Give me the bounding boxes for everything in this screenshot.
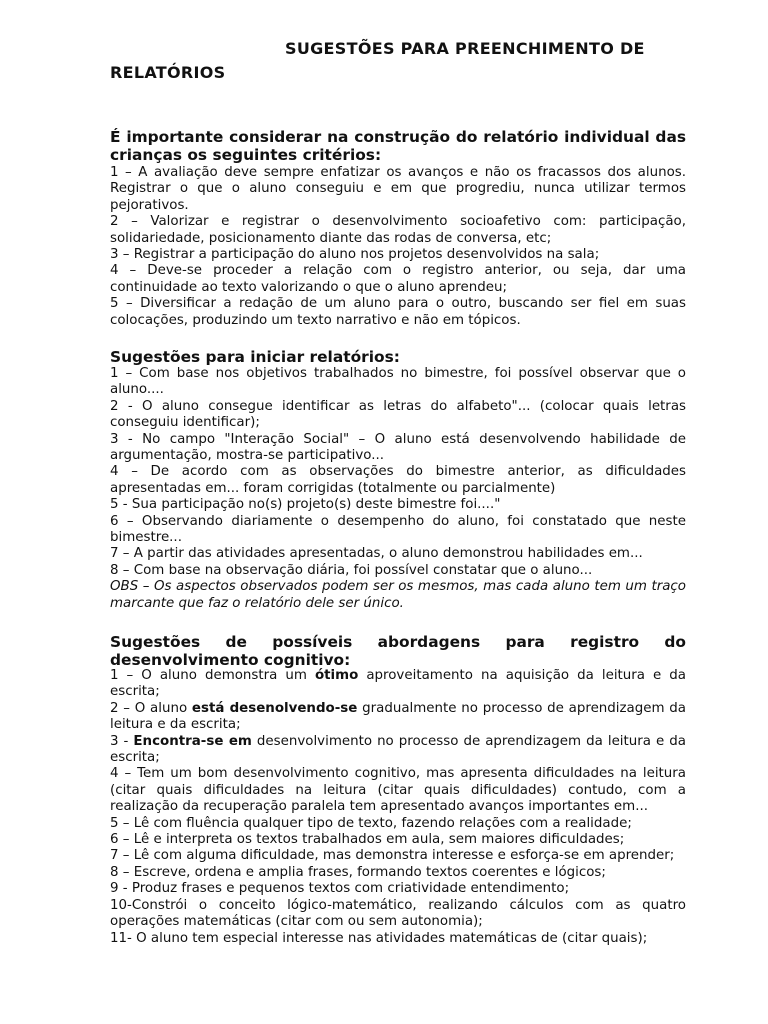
list-item: 1 – A avaliação deve sempre enfatizar os avanços e não os fracassos dos alunos. Registrar o que o aluno conseguiu e em que progrediu, nunca utilizar termos pejorativos. (110, 165, 686, 213)
list-item (110, 701, 686, 734)
title-line-1: SUGESTÕES PARA PREENCHIMENTO DE (285, 39, 645, 58)
item-text: gradualmente no processo de aprendizagem da leitura e da escrita; (110, 700, 687, 733)
section1-heading: É importante considerar na construção do relatório individual das crianças os seguintes critérios: (110, 128, 686, 164)
section2-heading: Sugestões para iniciar relatórios: (110, 348, 400, 366)
list-item: 7 – Lê com alguma dificuldade, mas demonstra interesse e esforça-se em aprender; (110, 848, 675, 864)
item-emphasis: Encontra-se em (133, 733, 252, 749)
list-item: 4 – Deve-se proceder a relação com o registro anterior, ou seja, dar uma continuidade ao texto valorizando o que o aluno aprendeu; (110, 263, 686, 295)
list-item: 7 – A partir das atividades apresentadas, o aluno demonstrou habilidades em... (110, 546, 643, 562)
item-text: desenvolvimento no processo de aprendizagem da leitura e da escrita; (110, 733, 686, 766)
list-item: 11- O aluno tem especial interesse nas atividades matemáticas de (citar quais); (110, 930, 648, 946)
list-item: 2 – Valorizar e registrar o desenvolvimento socioafetivo com: participação, solidariedade, posicionamento diante das rodas de conversa, etc; (110, 214, 686, 246)
section2-list (110, 366, 686, 612)
item-text: aproveitamento na aquisição da leitura e da escrita; (110, 668, 686, 700)
list-item: 6 – Observando diariamente o desempenho do aluno, foi constatado que neste bimestre... (110, 513, 686, 546)
section3-list (110, 668, 686, 947)
item-text: 1 – O aluno demonstra um (110, 668, 315, 683)
list-item: 3 - No campo "Interação Social" – O aluno está desenvolvendo habilidade de argumentação, mostra-se participativo... (110, 431, 686, 464)
title-line-2: RELATÓRIOS (110, 63, 226, 82)
list-item: 2 - O aluno consegue identificar as letras do alfabeto"... (colocar quais letras conseguiu identificar); (110, 398, 686, 431)
item-emphasis: está desenolvendo-se (191, 700, 358, 716)
list-item: 1 – Com base nos objetivos trabalhados no bimestre, foi possível observar que o aluno.... (110, 366, 686, 398)
section1-list (110, 165, 686, 329)
list-item: 9 - Produz frases e pequenos textos com criatividade entendimento; (110, 881, 570, 897)
item-emphasis: ótimo (314, 668, 359, 683)
list-item (110, 734, 686, 767)
obs-note: OBS – Os aspectos observados podem ser os mesmos, mas cada aluno tem um traço marcante que faz o relatório dele ser único. (110, 579, 686, 611)
list-item: 4 – De acordo com as observações do bimestre anterior, as dificuldades apresentadas em... foram corrigidas (totalmente ou parcialmente) (110, 464, 686, 496)
list-item (110, 668, 686, 701)
list-item: 8 – Com base na observação diária, foi possível constatar que o aluno... (110, 562, 593, 578)
list-item: 6 – Lê e interpreta os textos trabalhados em aula, sem maiores dificuldades; (110, 832, 625, 848)
list-item: 5 – Diversificar a redação de um aluno para o outro, buscando ser fiel em suas colocações, produzindo um texto narrativo e não em tópicos. (110, 296, 686, 328)
list-item: 8 – Escreve, ordena e amplia frases, formando textos coerentes e lógicos; (110, 864, 606, 880)
list-item: 5 – Lê com fluência qualquer tipo de texto, fazendo relações com a realidade; (110, 815, 632, 831)
list-item: 10-Constrói o conceito lógico-matemático, realizando cálculos com as quatro operações matemáticas (citar com ou sem autonomia); (110, 897, 686, 930)
list-item: 5 - Sua participação no(s) projeto(s) deste bimestre foi...." (110, 497, 501, 513)
item-text: 2 – O aluno (110, 700, 192, 716)
section3-heading: Sugestões de possíveis abordagens para registro do desenvolvimento cognitivo: (110, 633, 686, 669)
list-item: 3 – Registrar a participação do aluno nos projetos desenvolvidos na sala; (110, 247, 600, 263)
item-text: 3 - (110, 733, 134, 749)
list-item: 4 – Tem um bom desenvolvimento cognitivo, mas apresenta dificuldades na leitura (citar quais dificuldades na leitura (citar quais dificuldades) contudo, com a realização da recuperação paralela tem apresentado avanços importantes em... (110, 766, 686, 815)
